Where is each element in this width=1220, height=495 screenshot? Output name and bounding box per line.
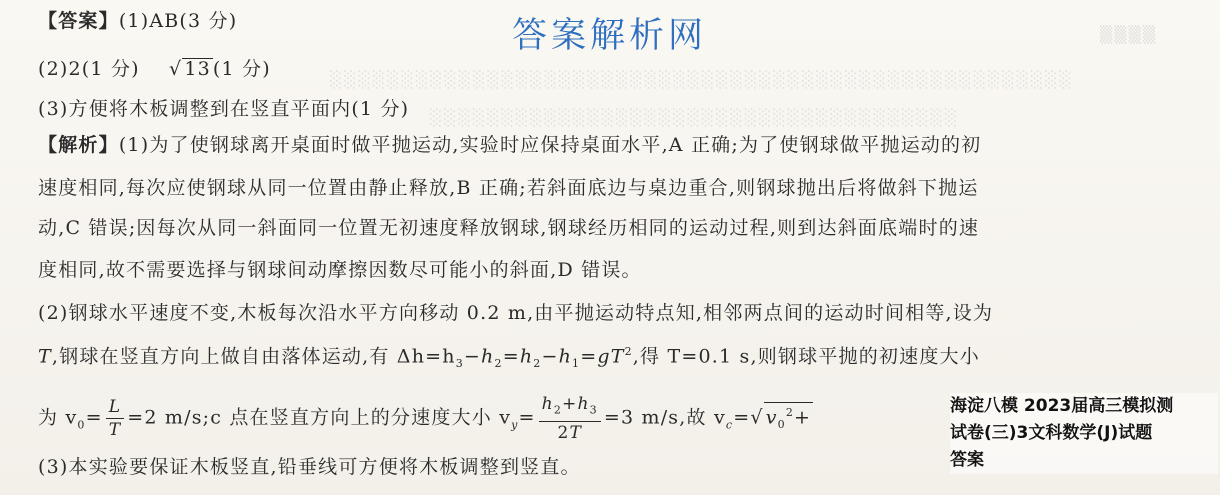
answer-line-1: 【答案】(1)AB(3 分) [38, 10, 238, 32]
analysis-part2-line-1: (2)钢球水平速度不变,木板每次沿水平方向移动 0.2 m,由平抛运动特点知,相邻两点间的运动时间相等,设为 [38, 302, 994, 324]
analysis-part2-line-2: T,钢球在竖直方向上做自由落体运动,有 $\Delta h=h_3-h_2=h_2-h_1=gT^2$,得 T=0.1 s,则钢球平抛的初速度大小 [38, 345, 980, 371]
analysis-line-2: 速度相同,每次应使钢球从同一位置由静止释放,B 正确;若斜面底边与桌边重合,则钢球抛出后将做斜下抛运 [38, 177, 979, 199]
answer-label: 【答案】 [38, 10, 119, 32]
answer-line-2: (2)2(1 分) √ 13 (1 分) [38, 58, 271, 80]
watermark-title: 答案解析网 [512, 16, 708, 56]
answer-line-3: (3)方便将木板调整到在竖直平面内(1 分) [38, 98, 410, 120]
analysis-part2-line-3: 为 $v_0=$ $\frac{L}{T}$ =2 m/s;c 点在竖直方向上的分速度大小 $v_y=$ $\frac{h_2+h_3}{2T}$ =3 m/s,故 $v_c=√$ $v_0^2+$ [38, 394, 812, 444]
source-caption: 海淀八模 2023届高三模拟测 试卷(三)3文科数学(J)试题 答案 [950, 393, 1218, 474]
analysis-line-3: 动,C 错误;因每次从同一斜面同一位置无初速度释放钢球,钢球经历相同的运动过程,则到达斜面底端时的速 [38, 217, 980, 239]
analysis-line-1: 【解析】(1)为了使钢球离开桌面时做平抛运动,实验时应保持桌面水平,A 正确;为了使钢球做平抛运动的初 [38, 134, 982, 156]
analysis-line-4: 度相同,故不需要选择与钢球间动摩擦因数尽可能小的斜面,D 错误。 [38, 259, 642, 281]
sqrt-velocity: $v_0^2+$ [764, 402, 813, 435]
bleed-through-decoration: ▒▒▒▒ [1100, 25, 1158, 44]
fraction-h-over-2T: $\frac{h_2+h_3}{2T}$ [539, 393, 601, 444]
sqrt-expression: √ 13 [169, 58, 211, 80]
analysis-part3: (3)本实验要保证木板竖直,铅垂线可方便将木板调整到竖直。 [38, 456, 581, 478]
bleed-through-decoration: ░░░░░░░░░░░░░░░░░░░░░░░░░░░░░░░░░░░░░ [430, 108, 960, 127]
bleed-through-decoration: ░░░░░░░░░░░░░░░░░░░░░░░░░░░░░░░░░░░░░░░░░░░░░░░░░░░░ [330, 70, 1074, 89]
analysis-label: 【解析】 [38, 134, 119, 156]
fraction-L-over-T: $\frac{L}{T}$ [106, 396, 125, 441]
